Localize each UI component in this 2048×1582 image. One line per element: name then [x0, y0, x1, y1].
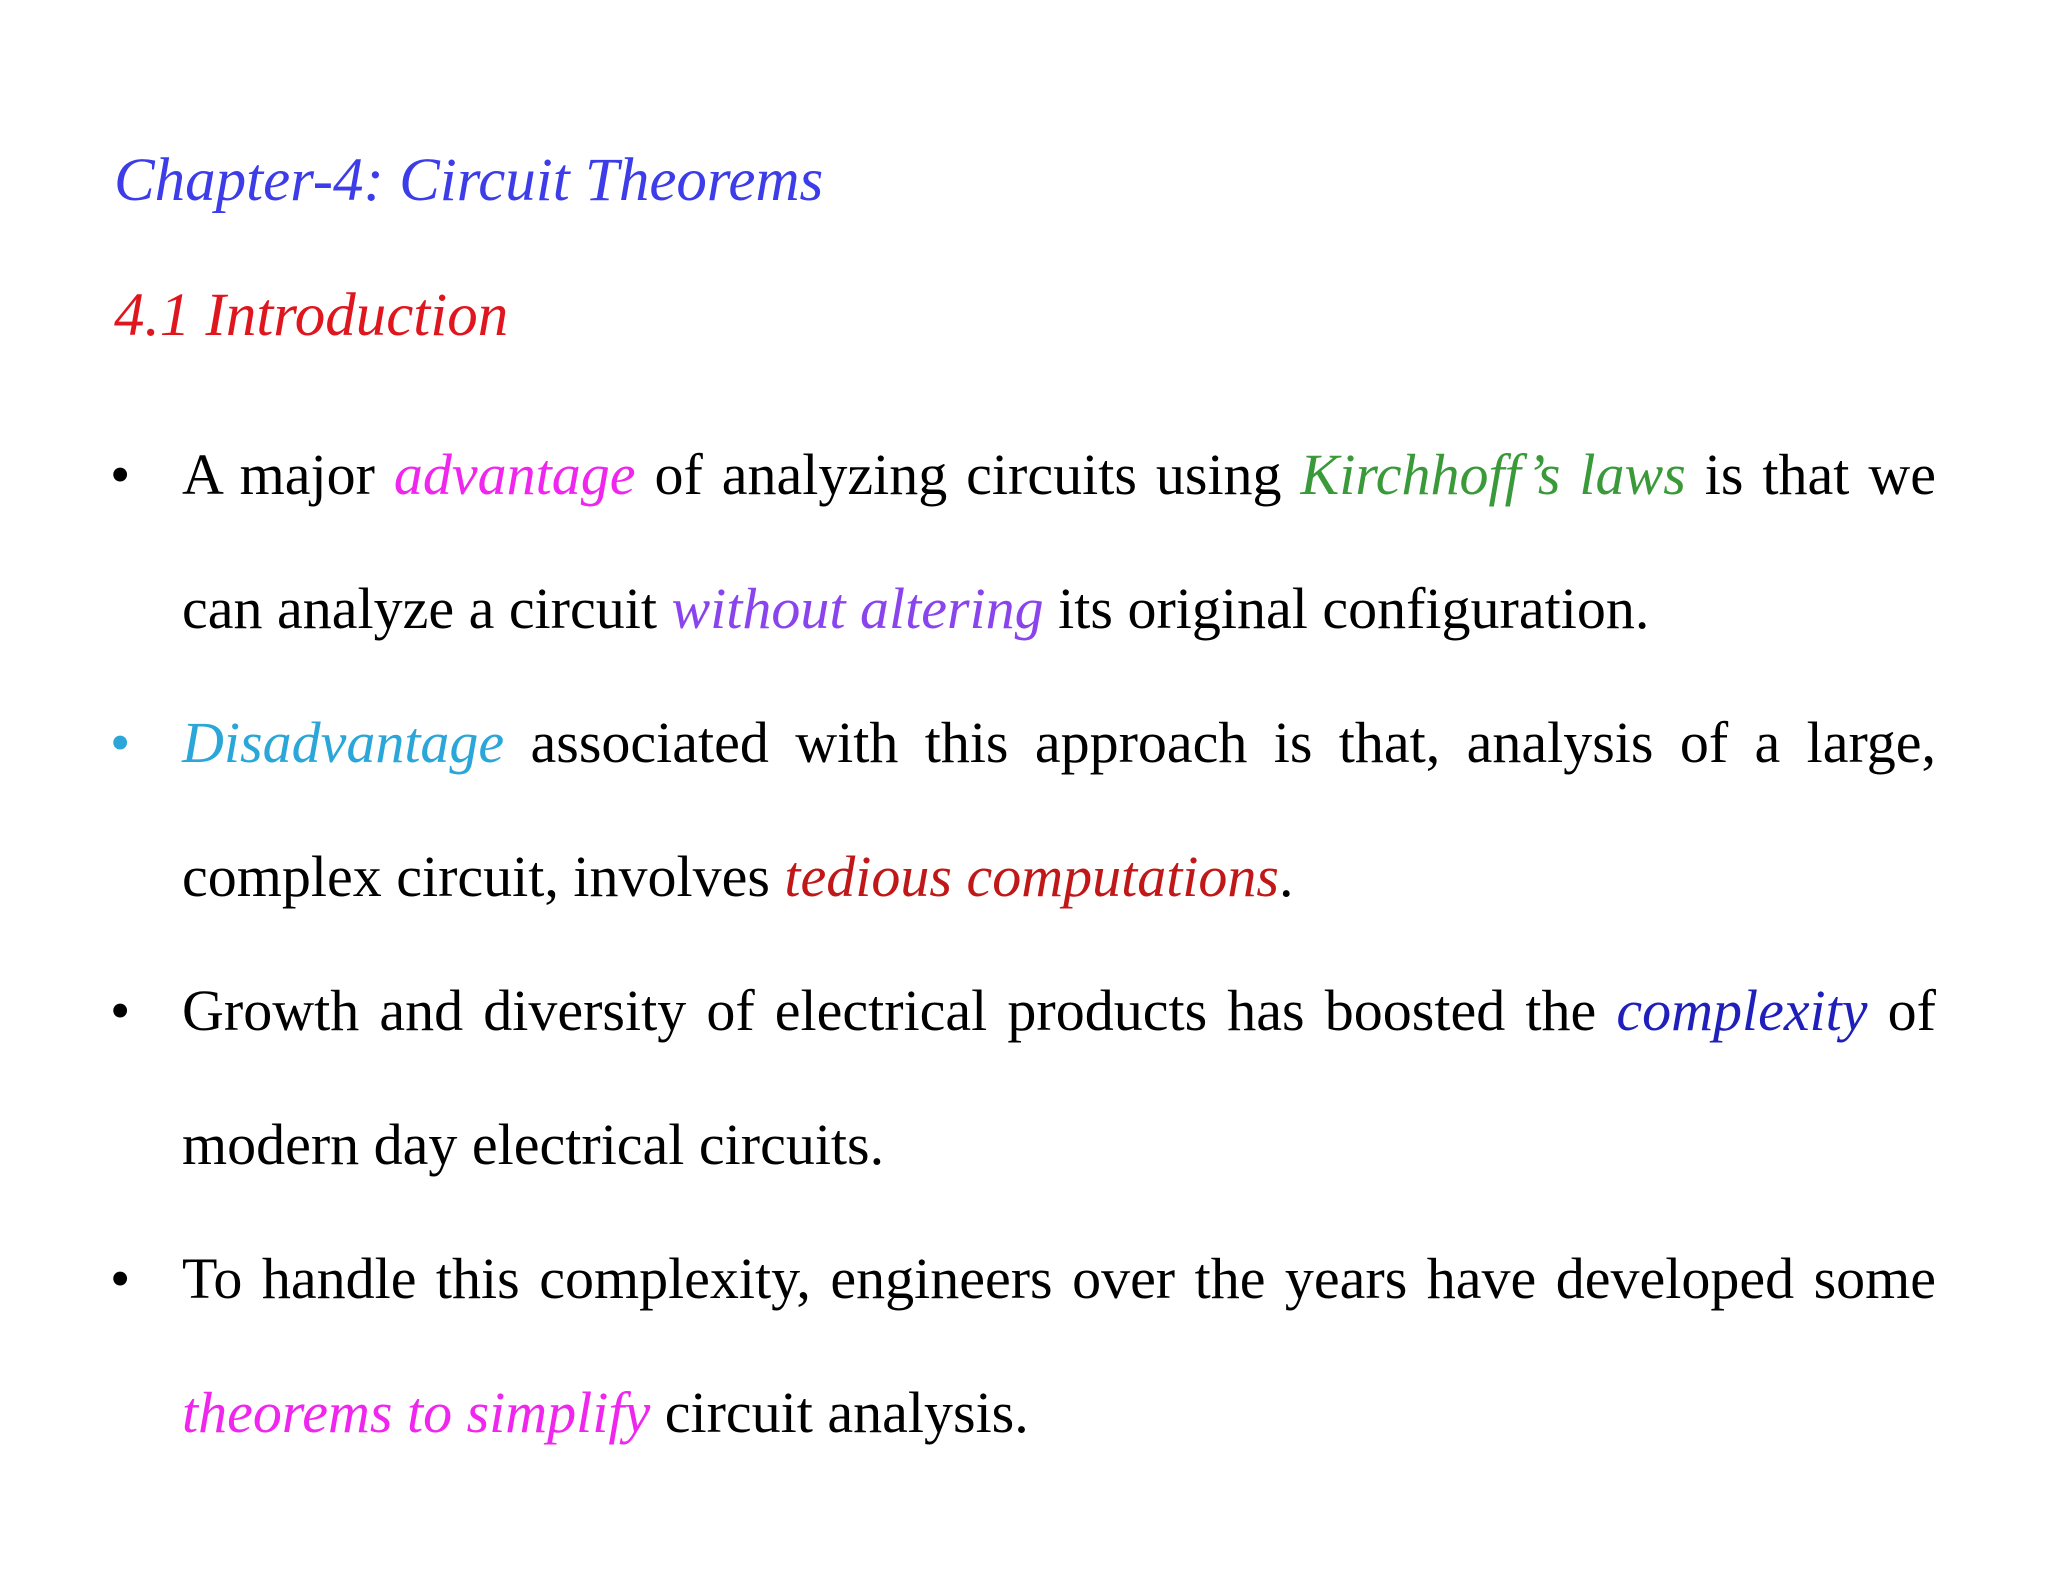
bullet-icon: •	[110, 710, 131, 775]
bullet-icon: •	[110, 1246, 131, 1311]
highlight-disadvantage: Disadvantage	[182, 710, 505, 775]
highlight-advantage: advantage	[393, 442, 636, 507]
bullet-item-disadvantage	[110, 676, 1936, 944]
bullet-text: circuit analysis.	[650, 1380, 1029, 1445]
bullet-text: is that we can analyze a circuit	[182, 442, 1936, 641]
chapter-title: Chapter-4: Circuit Theorems	[114, 147, 824, 214]
bullet-text: Growth and diversity of electrical products has boosted the	[182, 978, 1617, 1043]
bullet-text: of modern day electrical circuits.	[182, 978, 1936, 1177]
bullet-icon: •	[110, 978, 131, 1043]
bullet-text: A major	[182, 442, 394, 507]
bullet-text: associated with this approach is that, analysis of a large, complex circuit, involves	[182, 710, 1936, 909]
bullet-item-growth	[110, 944, 1936, 1212]
bullet-text: To handle this complexity, engineers over the years have developed some	[182, 1246, 1936, 1311]
highlight-tedious-computations: tedious computations	[784, 844, 1279, 909]
section-title: 4.1 Introduction	[114, 282, 509, 349]
bullet-item-theorems	[110, 1212, 1936, 1480]
highlight-kirchhoff-laws: Kirchhoff’s laws	[1300, 442, 1686, 507]
bullet-list	[110, 408, 1936, 1480]
bullet-text: of analyzing circuits using	[635, 442, 1301, 507]
bullet-icon: •	[110, 442, 131, 507]
highlight-complexity: complexity	[1616, 978, 1868, 1043]
highlight-theorems-to-simplify: theorems to simplify	[182, 1380, 651, 1445]
bullet-text: .	[1279, 844, 1294, 909]
highlight-without-altering: without altering	[671, 576, 1044, 641]
bullet-item-advantage	[110, 408, 1936, 676]
bullet-text: its original configuration.	[1043, 576, 1650, 641]
